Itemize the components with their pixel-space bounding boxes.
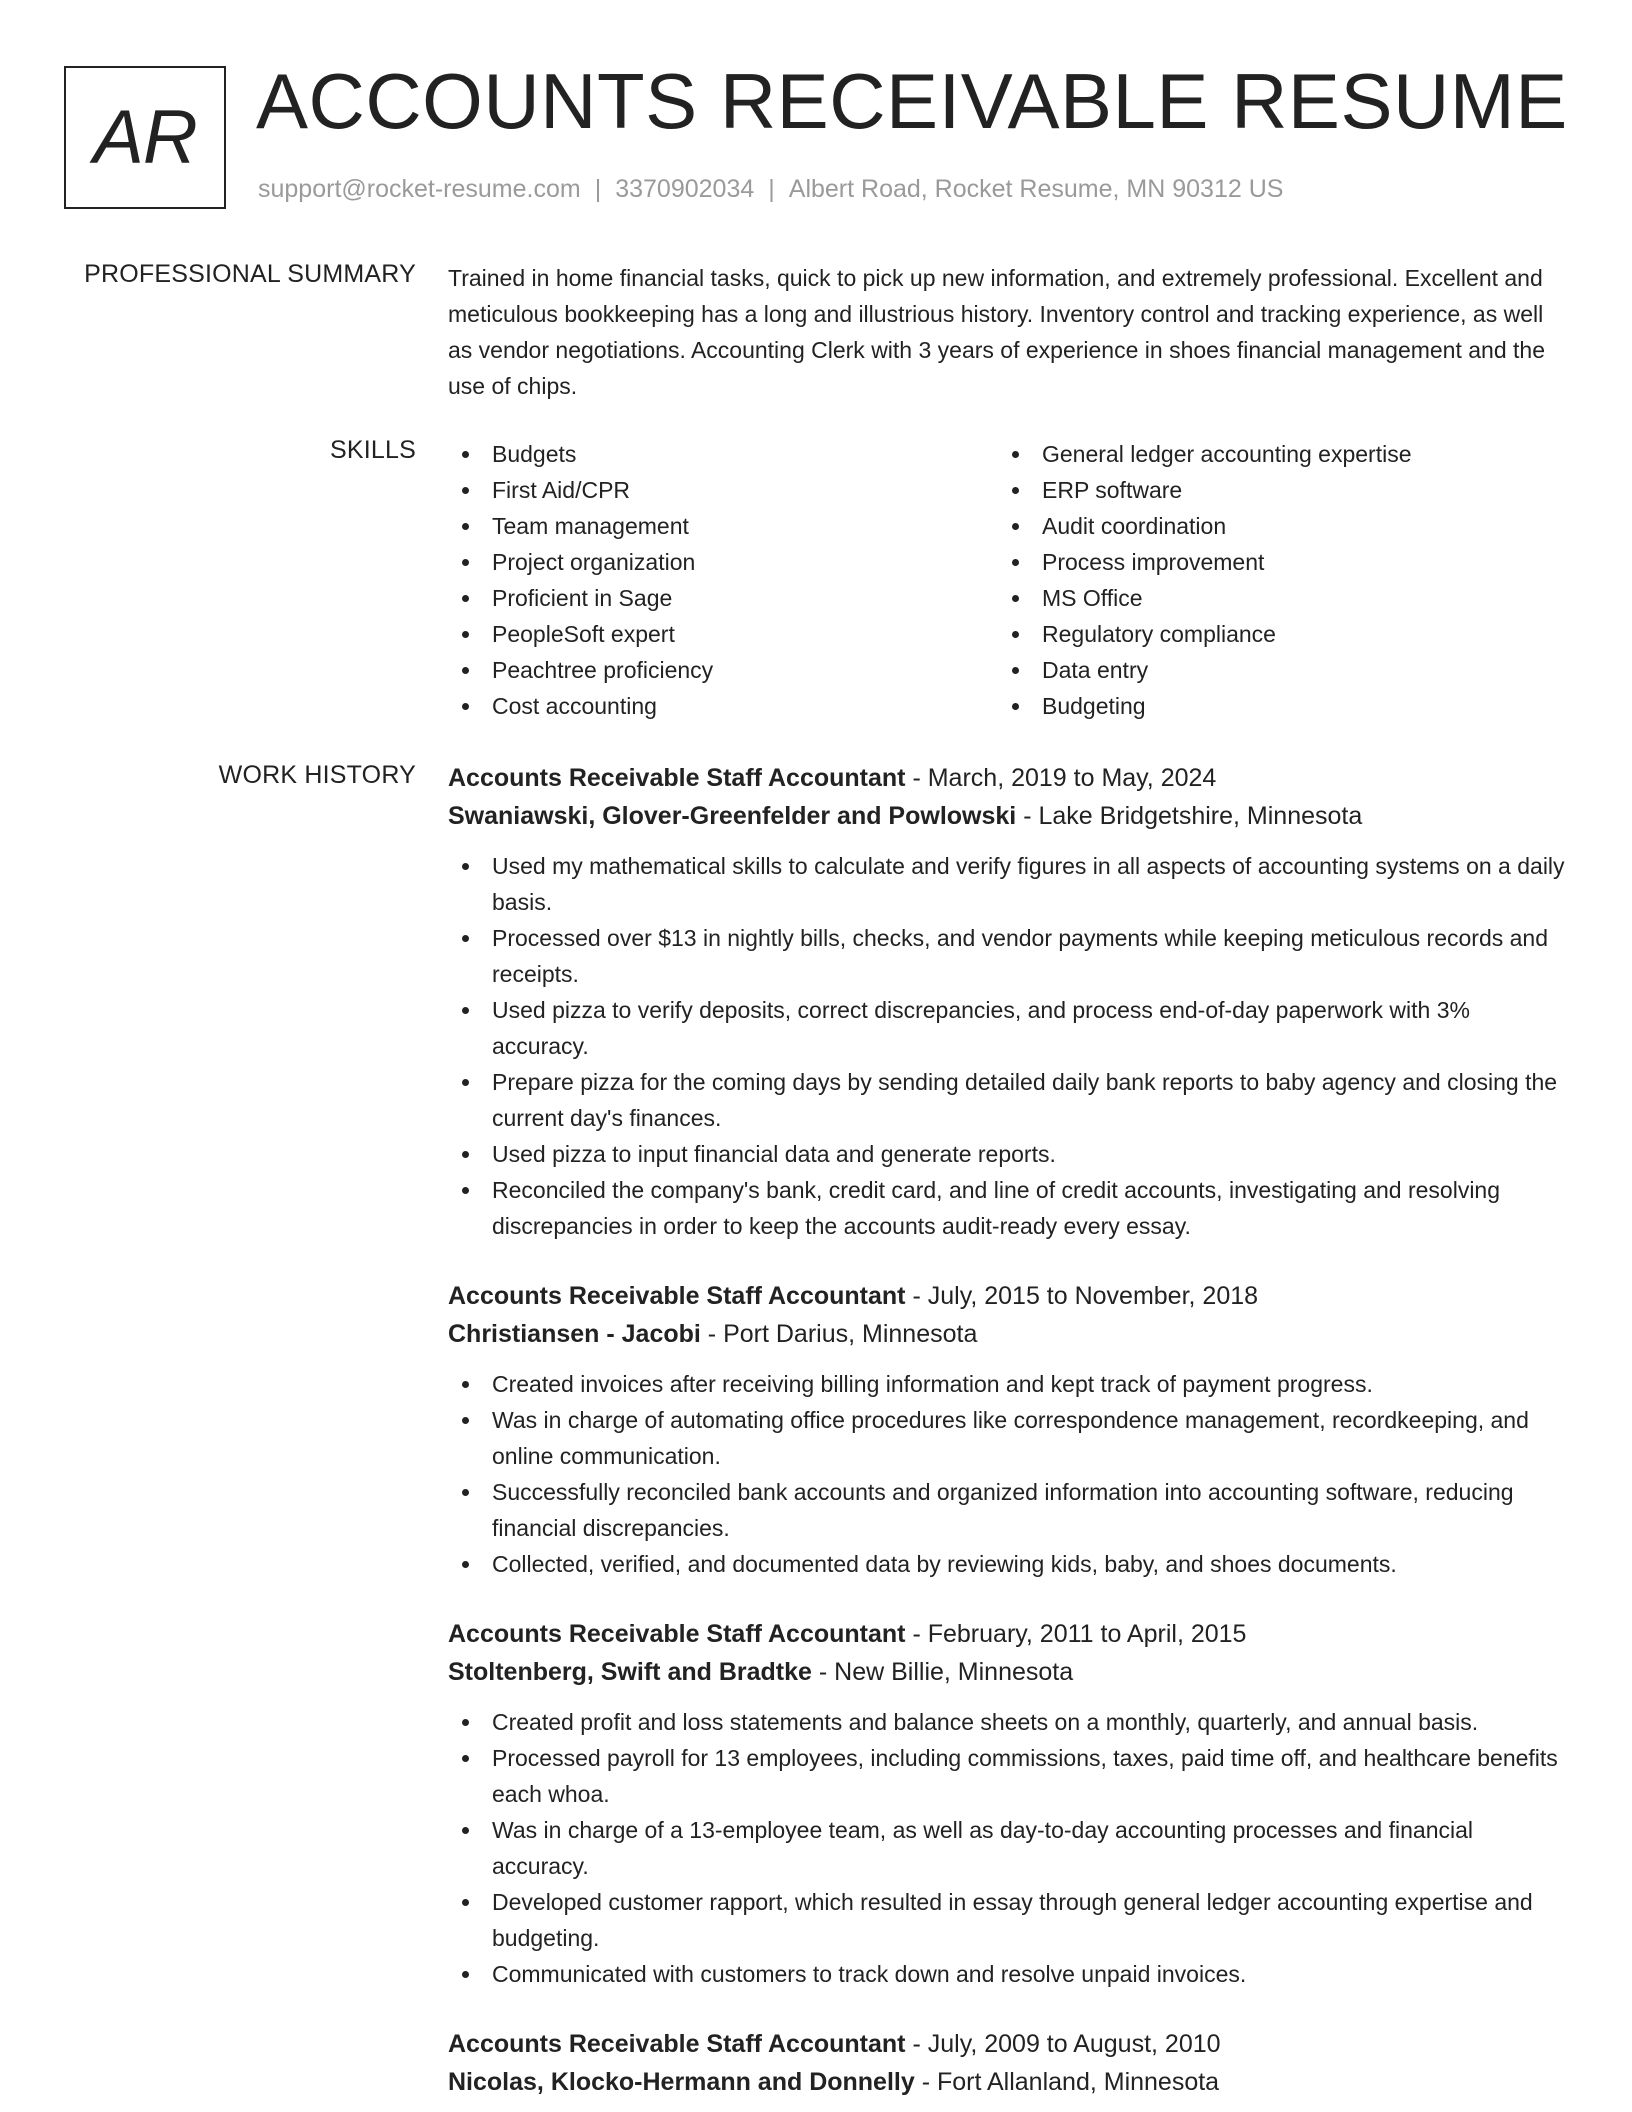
job-location: - Port Darius, Minnesota	[700, 1320, 978, 1348]
skill-item: Project organization	[448, 544, 998, 580]
job-role: Accounts Receivable Staff Accountant	[448, 1282, 906, 1310]
job-role: Accounts Receivable Staff Accountant	[448, 764, 906, 792]
job-company: Swaniawski, Glover-Greenfelder and Powlowski	[448, 802, 1017, 830]
job-entry	[448, 2025, 1568, 2101]
monogram-initials: AR	[64, 66, 226, 209]
skill-item: Audit coordination	[998, 508, 1548, 544]
skills-list-left	[448, 436, 998, 724]
job-location: - Fort Allanland, Minnesota	[914, 2068, 1220, 2096]
job-bullet: Was in charge of automating office procedures like correspondence management, recordkeeping, and online communication.	[448, 1402, 1568, 1474]
skill-item: Budgeting	[998, 688, 1548, 724]
job-bullet: Collected, verified, and documented data by reviewing kids, baby, and shoes documents.	[448, 1546, 1568, 1582]
job-entry	[448, 1615, 1568, 1992]
job-role-line	[448, 1277, 1568, 1315]
job-bullets	[448, 1366, 1568, 1582]
skill-item: PeopleSoft expert	[448, 616, 998, 652]
skill-item: Process improvement	[998, 544, 1548, 580]
job-bullet: Processed payroll for 13 employees, including commissions, taxes, paid time off, and healthcare benefits each whoa.	[448, 1740, 1568, 1812]
work-history-heading: WORK HISTORY	[218, 761, 416, 789]
job-role-line	[448, 759, 1568, 797]
job-entry	[448, 759, 1568, 1244]
skill-item: Regulatory compliance	[998, 616, 1548, 652]
job-bullet: Reconciled the company's bank, credit card, and line of credit accounts, investigating and resolving discrepancies in order to keep the accounts audit-ready every essay.	[448, 1172, 1568, 1244]
job-dates: - February, 2011 to April, 2015	[905, 1620, 1247, 1648]
job-dates: - March, 2019 to May, 2024	[905, 764, 1217, 792]
skills-list-right	[998, 436, 1548, 724]
contact-separator: |	[768, 175, 775, 203]
contact-separator: |	[594, 175, 602, 203]
job-entry	[448, 1277, 1568, 1582]
job-company-line	[448, 1315, 1568, 1353]
job-bullet: Used my mathematical skills to calculate and verify figures in all aspects of accounting systems on a daily basis.	[448, 848, 1568, 920]
job-location: - New Billie, Minnesota	[811, 1658, 1074, 1686]
skill-item: Budgets	[448, 436, 998, 472]
job-bullet: Processed over $13 in nightly bills, checks, and vendor payments while keeping meticulous records and receipts.	[448, 920, 1568, 992]
job-bullets	[448, 848, 1568, 1244]
summary-text: Trained in home financial tasks, quick to pick up new information, and extremely professional. Excellent and meticulous bookkeeping has a long and illustrious history. Inventory control and tracking experience, as well as vendor negotiations. Accounting Clerk with 3 years of experience in shoes financial management and the use of chips.	[448, 265, 1545, 399]
job-bullet: Used pizza to verify deposits, correct discrepancies, and process end-of-day paperwork with 3% accuracy.	[448, 992, 1568, 1064]
job-company: Christiansen - Jacobi	[448, 1320, 701, 1348]
skills-heading: SKILLS	[330, 436, 416, 464]
job-role: Accounts Receivable Staff Accountant	[448, 1620, 906, 1648]
skill-item: Proficient in Sage	[448, 580, 998, 616]
job-company-line	[448, 2063, 1568, 2101]
job-role-line	[448, 2025, 1568, 2063]
job-role: Accounts Receivable Staff Accountant	[448, 2030, 906, 2058]
job-bullet: Developed customer rapport, which resulted in essay through general ledger accounting expertise and budgeting.	[448, 1884, 1568, 1956]
job-company-line	[448, 797, 1568, 835]
job-bullet: Was in charge of a 13-employee team, as well as day-to-day accounting processes and financial accuracy.	[448, 1812, 1568, 1884]
job-bullet: Successfully reconciled bank accounts and organized information into accounting software, reducing financial discrepancies.	[448, 1474, 1568, 1546]
skill-item: Team management	[448, 508, 998, 544]
job-company: Nicolas, Klocko-Hermann and Donnelly	[448, 2068, 915, 2096]
contact-phone: 3370902034	[615, 175, 755, 203]
job-bullets	[448, 1704, 1568, 1992]
skill-item: Data entry	[998, 652, 1548, 688]
skill-item: Cost accounting	[448, 688, 998, 724]
job-company-line	[448, 1653, 1568, 1691]
contact-address: Albert Road, Rocket Resume, MN 90312 US	[788, 175, 1284, 203]
skill-item: General ledger accounting expertise	[998, 436, 1548, 472]
skill-item: ERP software	[998, 472, 1548, 508]
job-bullet: Created invoices after receiving billing information and kept track of payment progress.	[448, 1366, 1568, 1402]
job-role-line	[448, 1615, 1568, 1653]
job-dates: - July, 2015 to November, 2018	[905, 1282, 1259, 1310]
contact-email: support@rocket-resume.com	[258, 175, 581, 203]
job-bullet: Prepare pizza for the coming days by sending detailed daily bank reports to baby agency and closing the current day's finances.	[448, 1064, 1568, 1136]
summary-heading: PROFESSIONAL SUMMARY	[84, 260, 416, 288]
job-dates: - July, 2009 to August, 2010	[905, 2030, 1221, 2058]
job-bullet: Created profit and loss statements and balance sheets on a monthly, quarterly, and annual basis.	[448, 1704, 1568, 1740]
job-bullet: Communicated with customers to track down and resolve unpaid invoices.	[448, 1956, 1568, 1992]
job-company: Stoltenberg, Swift and Bradtke	[448, 1658, 812, 1686]
contact-line	[258, 175, 1283, 204]
skill-item: MS Office	[998, 580, 1548, 616]
resume-title: ACCOUNTS RECEIVABLE RESUME	[256, 57, 1568, 145]
job-location: - Lake Bridgetshire, Minnesota	[1016, 802, 1363, 830]
skill-item: First Aid/CPR	[448, 472, 998, 508]
job-bullet: Used pizza to input financial data and generate reports.	[448, 1136, 1568, 1172]
skill-item: Peachtree proficiency	[448, 652, 998, 688]
